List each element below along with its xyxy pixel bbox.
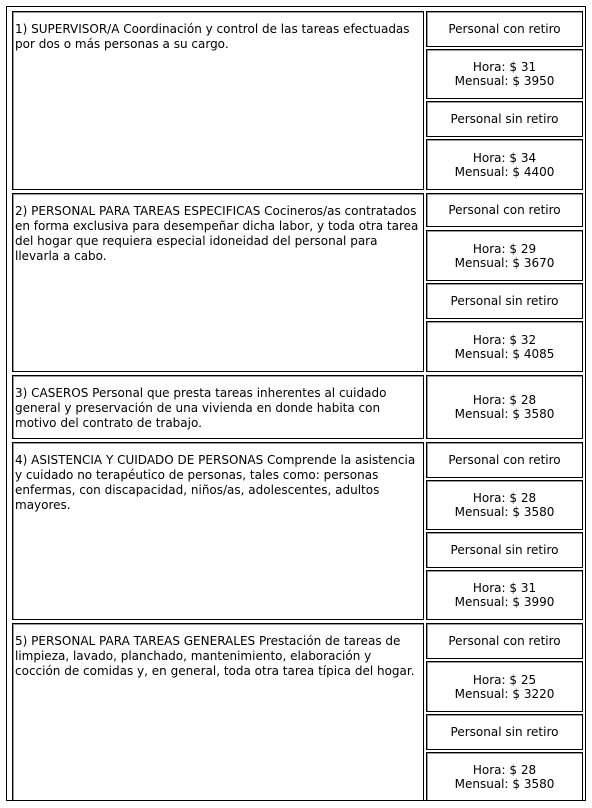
hourly-wage: Hora: $ 28 xyxy=(472,762,537,777)
hourly-wage: Hora: $ 31 xyxy=(472,60,537,74)
hourly-wage: Hora: $ 28 xyxy=(472,393,537,407)
category-5-con-retiro-wage xyxy=(426,661,583,712)
hourly-wage: Hora: $ 25 xyxy=(472,672,537,687)
monthly-wage: Mensual: $ 3580 xyxy=(454,505,555,519)
monthly-wage: Mensual: $ 4400 xyxy=(454,164,555,179)
wage-table xyxy=(6,6,586,801)
category-2-sin-retiro-label: Personal sin retiro xyxy=(426,283,583,319)
category-5-sin-retiro-wage xyxy=(426,752,583,801)
category-4-con-retiro-label: Personal con retiro xyxy=(426,442,583,478)
category-4-con-retiro-wage xyxy=(426,480,583,530)
category-2-con-retiro-label: Personal con retiro xyxy=(426,193,583,227)
category-1-sin-retiro-wage xyxy=(426,139,583,190)
category-1-con-retiro-wage xyxy=(426,49,583,99)
monthly-wage: Mensual: $ 3580 xyxy=(454,407,555,421)
category-2-description: 2) PERSONAL PARA TAREAS ESPECIFICAS Cocineros/as contratados en forma exclusiva para desempeñar dicha labor, y toda otra tarea del hogar que requiera especial idoneidad del personal para llevarla a cabo. xyxy=(12,193,424,372)
category-2-con-retiro-wage xyxy=(426,230,583,281)
category-2-sin-retiro-wage xyxy=(426,321,583,372)
monthly-wage: Mensual: $ 3220 xyxy=(454,686,555,701)
category-4-sin-retiro-label: Personal sin retiro xyxy=(426,532,583,568)
monthly-wage: Mensual: $ 3950 xyxy=(454,74,555,88)
category-1-description: 1) SUPERVISOR/A Coordinación y control de las tareas efectuadas por dos o más personas a su cargo. xyxy=(12,11,424,190)
category-5-description: 5) PERSONAL PARA TAREAS GENERALES Prestación de tareas de limpieza, lavado, planchado, mantenimiento, elaboración y cocción de comidas y, en general, toda otra tarea típica del hogar. xyxy=(12,623,424,801)
hourly-wage: Hora: $ 28 xyxy=(472,491,537,505)
hourly-wage: Hora: $ 34 xyxy=(472,150,537,165)
category-5-con-retiro-label: Personal con retiro xyxy=(426,623,583,659)
category-4-description: 4) ASISTENCIA Y CUIDADO DE PERSONAS Comprende la asistencia y cuidado no terapéutico de personas, tales como: personas enfermas, con discapacidad, niños/as, adolescentes, adultos mayores. xyxy=(12,442,424,620)
category-3-description: 3) CASEROS Personal que presta tareas inherentes al cuidado general y preservación de una vivienda en donde habita con motivo del contrato de trabajo. xyxy=(12,375,424,439)
monthly-wage: Mensual: $ 3580 xyxy=(454,776,555,791)
monthly-wage: Mensual: $ 4085 xyxy=(454,346,555,361)
category-3-wage xyxy=(426,375,583,439)
monthly-wage: Mensual: $ 3990 xyxy=(454,595,555,609)
hourly-wage: Hora: $ 29 xyxy=(472,241,537,256)
category-1-con-retiro-label: Personal con retiro xyxy=(426,11,583,47)
category-1-sin-retiro-label: Personal sin retiro xyxy=(426,101,583,137)
monthly-wage: Mensual: $ 3670 xyxy=(454,255,555,270)
category-5-sin-retiro-label: Personal sin retiro xyxy=(426,714,583,750)
hourly-wage: Hora: $ 32 xyxy=(472,332,537,347)
hourly-wage: Hora: $ 31 xyxy=(472,581,537,595)
category-4-sin-retiro-wage xyxy=(426,570,583,620)
